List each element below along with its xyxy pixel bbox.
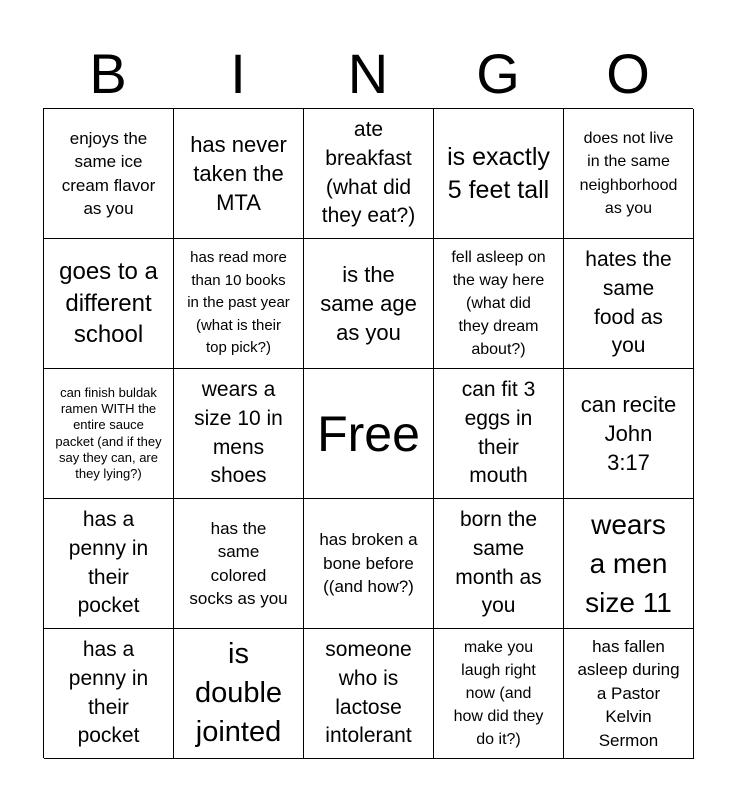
header-letter-b: B bbox=[89, 42, 127, 105]
bingo-cell-r5c2[interactable]: is double jointed bbox=[174, 629, 304, 759]
bingo-cell-r2c5[interactable]: hates the same food as you bbox=[564, 239, 694, 369]
bingo-cell-r4c2[interactable]: has the same colored socks as you bbox=[174, 499, 304, 629]
free-space-cell[interactable]: Free bbox=[304, 369, 434, 499]
bingo-cell-r2c1[interactable]: goes to a different school bbox=[44, 239, 174, 369]
bingo-cell-r4c3[interactable]: has broken a bone before ((and how?) bbox=[304, 499, 434, 629]
bingo-cell-r5c3[interactable]: someone who is lactose intolerant bbox=[304, 629, 434, 759]
bingo-cell-r1c3[interactable]: ate breakfast (what did they eat?) bbox=[304, 109, 434, 239]
bingo-header bbox=[43, 40, 693, 108]
bingo-cell-r1c4[interactable]: is exactly 5 feet tall bbox=[434, 109, 564, 239]
bingo-cell-r4c5[interactable]: wears a men size 11 bbox=[564, 499, 694, 629]
bingo-cell-r2c3[interactable]: is the same age as you bbox=[304, 239, 434, 369]
header-letter-g: G bbox=[476, 42, 520, 105]
bingo-cell-r3c2[interactable]: wears a size 10 in mens shoes bbox=[174, 369, 304, 499]
header-letter-o: O bbox=[606, 42, 650, 105]
bingo-cell-r3c1[interactable]: can finish buldak ramen WITH the entire sauce packet (and if they say they can, are they lying?) bbox=[44, 369, 174, 499]
bingo-cell-r3c5[interactable]: can recite John 3:17 bbox=[564, 369, 694, 499]
bingo-cell-r5c5[interactable]: has fallen asleep during a Pastor Kelvin Sermon bbox=[564, 629, 694, 759]
header-letter-n: N bbox=[347, 42, 389, 105]
header-letter-i: I bbox=[230, 42, 246, 105]
bingo-cell-r1c5[interactable]: does not live in the same neighborhood as you bbox=[564, 109, 694, 239]
bingo-cell-r4c4[interactable]: born the same month as you bbox=[434, 499, 564, 629]
bingo-cell-r1c1[interactable]: enjoys the same ice cream flavor as you bbox=[44, 109, 174, 239]
bingo-board bbox=[43, 108, 693, 758]
bingo-cell-r2c4[interactable]: fell asleep on the way here (what did they dream about?) bbox=[434, 239, 564, 369]
bingo-cell-r5c1[interactable]: has a penny in their pocket bbox=[44, 629, 174, 759]
bingo-cell-r5c4[interactable]: make you laugh right now (and how did they do it?) bbox=[434, 629, 564, 759]
bingo-cell-r2c2[interactable]: has read more than 10 books in the past year (what is their top pick?) bbox=[174, 239, 304, 369]
bingo-cell-r1c2[interactable]: has never taken the MTA bbox=[174, 109, 304, 239]
bingo-cell-r3c4[interactable]: can fit 3 eggs in their mouth bbox=[434, 369, 564, 499]
bingo-cell-r4c1[interactable]: has a penny in their pocket bbox=[44, 499, 174, 629]
